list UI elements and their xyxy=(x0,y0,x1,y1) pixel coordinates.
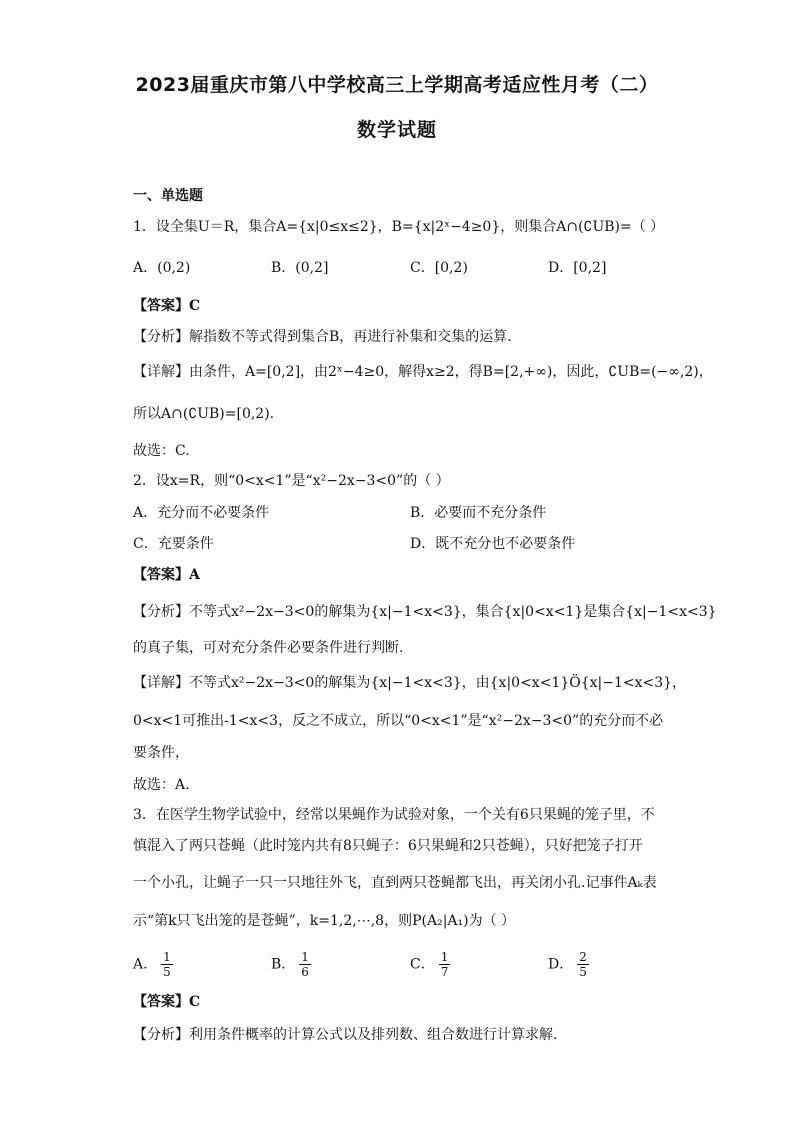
q1-stem: 1．设全集U＝R，集合A={x|0≤x≤2}，B={x|2ˣ−4≥0}，则集合A∩(∁UB)=（ ） xyxy=(133,219,665,235)
q3-option-a xyxy=(133,950,173,979)
q3-option-d-label: D． xyxy=(548,956,574,973)
q1-option-a: A．(0,2) xyxy=(133,260,191,276)
q1-choice: 故选：C. xyxy=(133,443,190,459)
q2-option-a: A．充分而不必要条件 xyxy=(133,505,270,521)
q2-detail-line1: 【详解】不等式x²−2x−3<0的解集为{x|−1<x<3}，由{x|0<x<1}Ö{x|−1<x<3}， xyxy=(133,675,687,691)
q2-stem: 2．设x=R，则“0<x<1”是“x²−2x−3<0”的（ ） xyxy=(133,473,450,489)
q1-option-d: D．[0,2] xyxy=(548,260,607,276)
q3-stem-line4: 示“第k只飞出笼的是苍蝇”，k=1,2,⋯,8，则P(A₂|A₁)为（ ） xyxy=(133,913,516,929)
q2-option-b: B．必要而不充分条件 xyxy=(410,505,547,521)
q3-stem-line2: 慎混入了两只苍蝇（此时笼内共有8只蝇子：6只果蝇和2只苍蝇），只好把笼子打开 xyxy=(133,838,643,854)
q3-option-b-fraction: $\frac{1}{6}$ xyxy=(301,950,309,979)
q3-stem-line3: 一个小孔，让蝇子一只一只地往外飞，直到两只苍蝇都飞出，再关闭小孔.记事件Aₖ表 xyxy=(133,875,657,891)
q2-analysis-line2: 的真子集，可对充分条件必要条件进行判断. xyxy=(133,640,404,656)
q2-choice: 故选：A. xyxy=(133,777,190,793)
q3-option-c-fraction: $\frac{1}{7}$ xyxy=(440,950,449,979)
q2-option-c: C．充要条件 xyxy=(133,536,214,552)
q2-analysis-line1: 【分析】不等式x²−2x−3<0的解集为{x|−1<x<3}，集合{x|0<x<1}是集合{x|−1<x<3} xyxy=(133,604,717,620)
q3-option-c xyxy=(410,950,450,979)
q1-option-c: C．[0,2) xyxy=(410,260,468,276)
q2-detail-line2: 0<x<1可推出-1<x<3，反之不成立，所以“0<x<1”是“x²−2x−3<0”的充分而不必 xyxy=(133,713,664,729)
q1-answer: 【答案】C xyxy=(133,298,201,314)
q2-answer: 【答案】A xyxy=(133,567,200,583)
document-title: 2023届重庆市第八中学校高三上学期高考适应性月考（二） xyxy=(135,74,659,96)
q1-detail-line1: 【详解】由条件，A=[0,2]，由2ˣ−4≥0，解得x≥2，得B=[2,+∞)，因此，∁UB=(−∞,2)， xyxy=(133,364,713,380)
q1-option-b: B．(0,2] xyxy=(271,260,329,276)
q3-option-d xyxy=(548,950,589,979)
document-subtitle: 数学试题 xyxy=(356,119,437,141)
q3-option-a-label: A． xyxy=(133,956,158,973)
q3-stem-line1: 3．在医学生物学试验中，经常以果蝇作为试验对象，一个关有6只果蝇的笼子里，不 xyxy=(133,807,655,823)
q3-option-a-fraction: $\frac{1}{5}$ xyxy=(163,950,171,979)
q3-answer: 【答案】C xyxy=(133,994,201,1010)
q3-option-d-fraction: $\frac{2}{5}$ xyxy=(579,950,587,979)
q3-option-b-label: B． xyxy=(271,956,296,973)
q3-analysis: 【分析】利用条件概率的计算公式以及排列数、组合数进行计算求解. xyxy=(133,1027,558,1043)
q2-option-d: D．既不充分也不必要条件 xyxy=(410,536,576,552)
q1-detail-line2: 所以A∩(∁UB)=[0,2). xyxy=(133,406,275,422)
q2-detail-line3: 要条件， xyxy=(133,745,189,761)
section-heading: 一、单选题 xyxy=(133,188,203,204)
q1-analysis: 【分析】解指数不等式得到集合B，再进行补集和交集的运算. xyxy=(133,329,512,345)
q3-option-c-label: C． xyxy=(410,956,435,973)
q3-option-b xyxy=(271,950,311,979)
